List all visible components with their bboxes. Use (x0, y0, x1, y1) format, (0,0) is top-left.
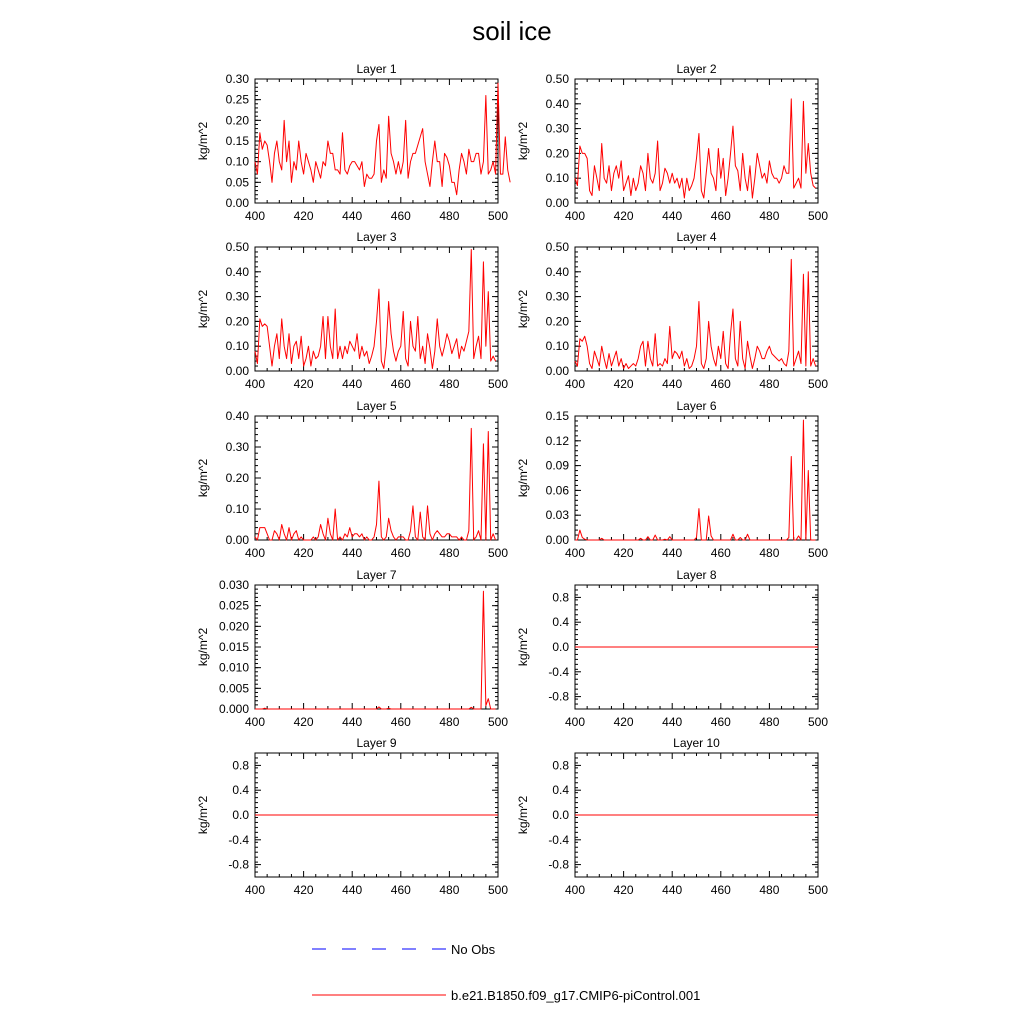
panel-8-xtick-label: 480 (759, 715, 780, 729)
chart-title: soil ice (472, 16, 552, 46)
panel-9-xtick-label: 400 (244, 883, 266, 897)
panel-1-xtick-label: 420 (293, 209, 314, 223)
panel-7-xtick-label: 480 (439, 715, 460, 729)
panel-6-ylabel: kg/m^2 (516, 458, 530, 498)
panel-4-xtick-label: 460 (710, 377, 731, 391)
panel-6-ytick-label: 0.12 (545, 433, 569, 448)
panel-1-xtick-label: 440 (342, 209, 363, 223)
panel-9-ytick-label: -0.4 (228, 832, 249, 847)
panel-10-ytick-label: 0.0 (552, 808, 569, 822)
panel-1-ytick-label: 0.25 (225, 92, 249, 107)
panel-1-xtick-label: 400 (244, 209, 266, 223)
panel-8-xtick-label: 460 (710, 715, 731, 729)
panel-1-title: Layer 1 (356, 62, 397, 76)
panel-6-ytick-label: 0.06 (545, 483, 569, 498)
panel-4-ytick-label: 0.50 (545, 240, 569, 254)
panel-2-series-line-1 (575, 99, 816, 198)
panel-1-xtick-label: 460 (390, 209, 411, 223)
panel-2-xtick-label: 480 (759, 209, 780, 223)
panel-6-ytick-label: 0.15 (545, 409, 569, 423)
panel-7-ytick-label: 0.005 (218, 681, 249, 696)
panel-4-xtick-label: 420 (613, 377, 634, 391)
panel-2-ytick-label: 0.50 (545, 72, 569, 86)
panel-1-ytick-label: 0.20 (225, 113, 249, 128)
panel-6-ytick-label: 0.09 (545, 458, 569, 473)
panel-7-xtick-label: 460 (390, 715, 411, 729)
panel-9-ytick-label: 0.4 (232, 783, 249, 798)
panel-6-frame (575, 416, 818, 540)
panel-7-ytick-label: 0.020 (218, 619, 249, 634)
panel-8-ytick-label: 0.0 (552, 640, 569, 654)
panel-4-xtick-label: 440 (662, 377, 683, 391)
panel-4-xtick-label: 400 (564, 377, 586, 391)
panel-2-xtick-label: 460 (710, 209, 731, 223)
panel-5-xtick-label: 400 (244, 546, 266, 560)
panel-3-xtick-label: 480 (439, 377, 460, 391)
panel-2-xtick-label: 420 (613, 209, 634, 223)
panel-10-xtick-label: 480 (759, 883, 780, 897)
panel-2-ylabel: kg/m^2 (516, 121, 530, 161)
panel-7-ylabel: kg/m^2 (196, 627, 210, 667)
panel-8-xtick-label: 400 (564, 715, 586, 729)
panel-9-ylabel: kg/m^2 (196, 795, 210, 835)
panel-5-ytick-label: 0.20 (225, 471, 249, 485)
panel-1-ytick-label: 0.00 (225, 196, 249, 210)
panel-4-ytick-label: 0.30 (545, 289, 569, 304)
panel-10-xtick-label: 500 (807, 883, 829, 897)
panel-3-xtick-label: 400 (244, 377, 266, 391)
panel-9-xtick-label: 500 (487, 883, 509, 897)
panel-2-xtick-label: 440 (662, 209, 683, 223)
panel-3-xtick-label: 420 (293, 377, 314, 391)
panel-6-xtick-label: 500 (807, 546, 829, 560)
panel-5-ytick-label: 0.30 (225, 440, 249, 454)
panel-8-ytick-label: -0.8 (548, 689, 569, 704)
panel-3-ytick-label: 0.30 (225, 289, 249, 304)
panel-3-ytick-label: 0.40 (225, 264, 249, 279)
panel-3-ytick-label: 0.00 (225, 364, 249, 378)
panel-6-xtick-label: 420 (613, 546, 634, 560)
panel-3-ytick-label: 0.20 (225, 314, 249, 329)
panel-8-ylabel: kg/m^2 (516, 627, 530, 667)
panel-2-ytick-label: 0.40 (545, 96, 569, 111)
panel-4-ylabel: kg/m^2 (516, 289, 530, 329)
panel-3-ytick-label: 0.50 (225, 240, 249, 254)
panel-7-series-line-1 (255, 591, 496, 709)
panel-5-xtick-label: 480 (439, 546, 460, 560)
panel-5-title: Layer 5 (356, 399, 397, 413)
panel-10-ylabel: kg/m^2 (516, 795, 530, 835)
panel-1-xtick-label: 480 (439, 209, 460, 223)
panel-7-xtick-label: 500 (487, 715, 509, 729)
panel-6-xtick-label: 400 (564, 546, 586, 560)
panel-5-ytick-label: 0.00 (225, 533, 249, 547)
panel-7-title: Layer 7 (356, 568, 397, 582)
panel-9-title: Layer 9 (356, 736, 397, 750)
panel-3-frame (255, 247, 498, 371)
panel-1-ylabel: kg/m^2 (196, 121, 210, 161)
panel-10-xtick-label: 400 (564, 883, 586, 897)
panel-1-ytick-label: 0.10 (225, 154, 249, 169)
panel-7-ytick-label: 0.010 (218, 660, 249, 675)
panel-4-ytick-label: 0.40 (545, 264, 569, 279)
panel-7-frame (255, 585, 498, 709)
panel-6-series-line-1 (575, 420, 816, 540)
panel-5-ylabel: kg/m^2 (196, 458, 210, 498)
panel-6-ytick-label: 0.03 (545, 508, 569, 523)
panel-4-xtick-label: 500 (807, 377, 829, 391)
legend-model-label: b.e21.B1850.f09_g17.CMIP6-piControl.001 (451, 988, 701, 1003)
panel-10-xtick-label: 440 (662, 883, 683, 897)
panel-8-xtick-label: 420 (613, 715, 634, 729)
panel-4-ytick-label: 0.10 (545, 339, 569, 354)
panel-1-series-line-1 (255, 83, 510, 195)
panel-3-xtick-label: 440 (342, 377, 363, 391)
panel-4-frame (575, 247, 818, 371)
panel-7-xtick-label: 420 (293, 715, 314, 729)
panel-7-xtick-label: 440 (342, 715, 363, 729)
panel-8-ytick-label: 0.8 (552, 590, 569, 605)
panel-2-ytick-label: 0.30 (545, 121, 569, 136)
panel-2-xtick-label: 500 (807, 209, 829, 223)
panel-3-ylabel: kg/m^2 (196, 289, 210, 329)
panel-4-series-line-1 (575, 259, 816, 368)
panel-9-ytick-label: 0.0 (232, 808, 249, 822)
panel-4-title: Layer 4 (676, 230, 717, 244)
panel-6-title: Layer 6 (676, 399, 717, 413)
panel-1-ytick-label: 0.05 (225, 175, 249, 190)
panel-5-xtick-label: 460 (390, 546, 411, 560)
panel-5-ytick-label: 0.40 (225, 409, 249, 423)
panel-5-xtick-label: 440 (342, 546, 363, 560)
panel-7-ytick-label: 0.000 (218, 702, 249, 716)
panel-4-ytick-label: 0.20 (545, 314, 569, 329)
panel-3-title: Layer 3 (356, 230, 397, 244)
panel-6-xtick-label: 460 (710, 546, 731, 560)
panel-2-frame (575, 79, 818, 203)
panel-9-xtick-label: 480 (439, 883, 460, 897)
panel-3-series-line-1 (255, 249, 496, 368)
panel-8-title: Layer 8 (676, 568, 717, 582)
panel-1-ytick-label: 0.30 (225, 72, 249, 86)
panel-10-ytick-label: 0.8 (552, 758, 569, 773)
panel-9-ytick-label: 0.8 (232, 758, 249, 773)
panel-7-ytick-label: 0.025 (218, 598, 249, 613)
panel-9-xtick-label: 440 (342, 883, 363, 897)
panel-8-ytick-label: 0.4 (552, 615, 569, 630)
panel-7-ytick-label: 0.015 (218, 640, 249, 654)
panel-3-xtick-label: 500 (487, 377, 509, 391)
panel-8-ytick-label: -0.4 (548, 664, 569, 679)
panel-8-xtick-label: 440 (662, 715, 683, 729)
panel-5-xtick-label: 420 (293, 546, 314, 560)
panel-10-ytick-label: -0.4 (548, 832, 569, 847)
panel-2-xtick-label: 400 (564, 209, 586, 223)
panel-4-ytick-label: 0.00 (545, 364, 569, 378)
panel-2-ytick-label: 0.10 (545, 171, 569, 186)
panel-8-xtick-label: 500 (807, 715, 829, 729)
panel-2-title: Layer 2 (676, 62, 717, 76)
panel-9-ytick-label: -0.8 (228, 857, 249, 872)
panel-6-xtick-label: 480 (759, 546, 780, 560)
panel-1-xtick-label: 500 (487, 209, 509, 223)
panel-9-xtick-label: 420 (293, 883, 314, 897)
panel-10-ytick-label: -0.8 (548, 857, 569, 872)
panel-5-ytick-label: 0.10 (225, 502, 249, 516)
panel-10-title: Layer 10 (673, 736, 720, 750)
panel-9-xtick-label: 460 (390, 883, 411, 897)
panel-6-ytick-label: 0.00 (545, 533, 569, 547)
panel-1-ytick-label: 0.15 (225, 134, 249, 148)
panel-5-series-line-1 (255, 428, 496, 540)
panel-7-ytick-label: 0.030 (218, 578, 249, 592)
panel-10-xtick-label: 460 (710, 883, 731, 897)
panel-2-ytick-label: 0.00 (545, 196, 569, 210)
panel-3-xtick-label: 460 (390, 377, 411, 391)
panel-10-xtick-label: 420 (613, 883, 634, 897)
legend-obs-label: No Obs (451, 942, 496, 957)
panel-7-xtick-label: 400 (244, 715, 266, 729)
panel-3-ytick-label: 0.10 (225, 339, 249, 354)
panel-4-xtick-label: 480 (759, 377, 780, 391)
panel-2-ytick-label: 0.20 (545, 146, 569, 161)
panel-10-ytick-label: 0.4 (552, 783, 569, 798)
panel-5-xtick-label: 500 (487, 546, 509, 560)
panel-6-xtick-label: 440 (662, 546, 683, 560)
